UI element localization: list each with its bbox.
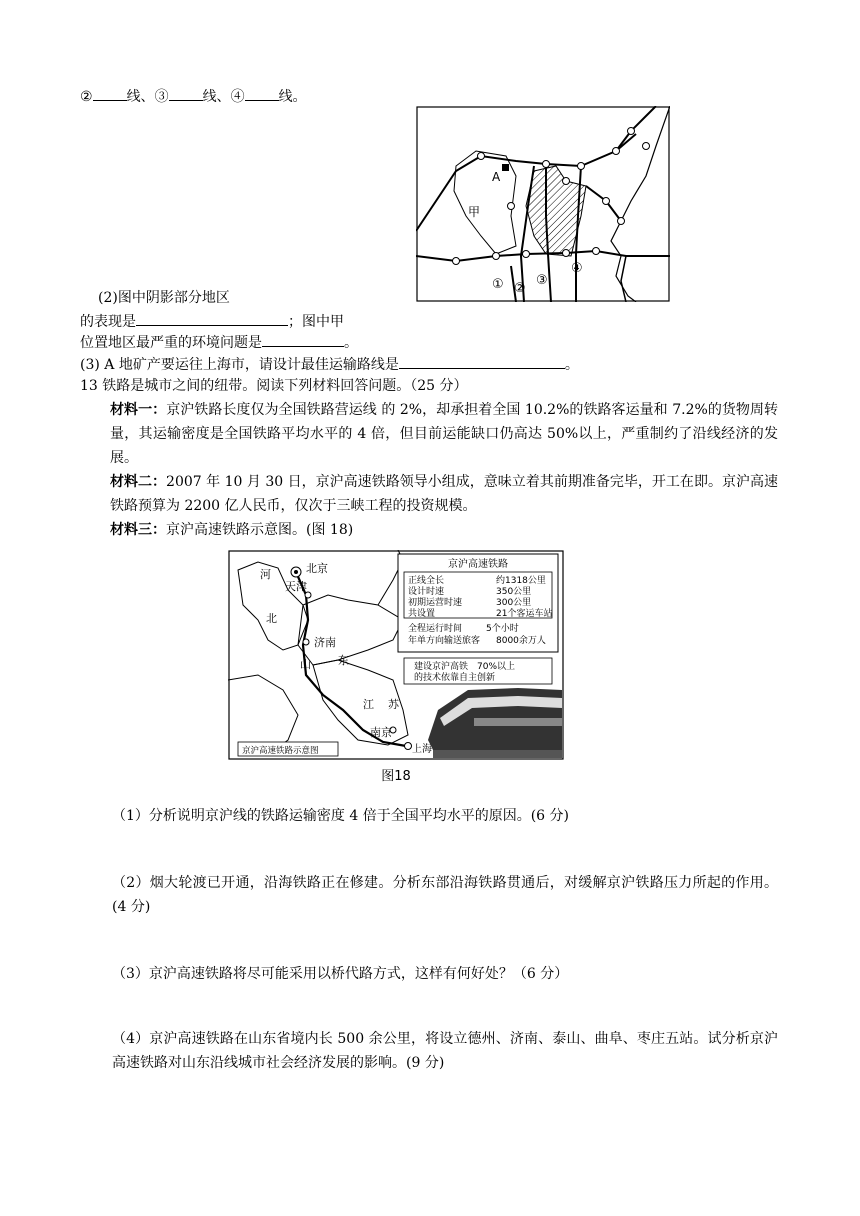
circle-2: ②: [80, 89, 93, 105]
blank: [262, 332, 344, 347]
material-2: 材料二：2007 年 10 月 30 日，京沪高速铁路领导小组成，意味立着其前期准备完毕，开工在即。京沪高速铁路预算为 2200 亿人民币，仅次于三峡工程的投资规模。: [110, 474, 778, 514]
svg-text:初期运营时速: 初期运营时速: [408, 598, 463, 608]
svg-text:8000余万人: 8000余万人: [496, 636, 546, 646]
svg-text:年单方向输送旅客: 年单方向输送旅客: [408, 636, 481, 646]
subquestion-1: （1）分析说明京沪线的铁路运输密度 4 倍于全国平均水平的原因。(6 分): [112, 808, 569, 824]
blank: [93, 86, 127, 101]
label-jia: 甲: [468, 205, 481, 219]
subquestion-3: （3）京沪高速铁路将尽可能采用以桥代路方式，这样有何好处？（6 分）: [112, 966, 569, 982]
city-tianjin: 天津: [285, 580, 307, 593]
q12-p2-line2: 的表现是 ；图中甲: [80, 311, 344, 332]
label-a: A: [492, 170, 501, 184]
city-nanjing: 南京: [370, 726, 392, 739]
label-4: ④: [571, 261, 583, 276]
blank: [169, 86, 203, 101]
province-he: 河: [260, 568, 271, 581]
q12-line1: ② 线、③ 线、④ 线。: [80, 86, 307, 107]
subquestion-2: （2）烟大轮渡已开通，沿海铁路正在修建。分析东部沿海铁路贯通后，对缓解京沪铁路压力所起的作用。(4 分): [112, 875, 778, 915]
svg-text:共设置: 共设置: [408, 609, 436, 619]
material-3: 材料三：京沪高速铁路示意图。(图 18): [110, 522, 354, 538]
q13-title: 13 铁路是城市之间的纽带。阅读下列材料回答问题。（25 分）: [80, 378, 468, 394]
svg-text:5个小时: 5个小时: [486, 624, 519, 634]
province-dong: 东: [338, 654, 349, 667]
province-su: 苏: [388, 698, 399, 711]
blank: [136, 311, 288, 326]
railway-map-figure: [416, 106, 670, 302]
circle-4: ④: [230, 89, 245, 105]
province-bei: 北: [266, 612, 277, 625]
label-1: ①: [492, 277, 504, 292]
q12-p2-line1: (2)图中阴影部分地区: [98, 290, 230, 306]
subquestion-4: （4）京沪高速铁路在山东省境内长 500 余公里，将设立德州、济南、泰山、曲阜、枣庄五站。试分析京沪高速铁路对山东沿线城市社会经济发展的影响。(9 分): [112, 1031, 778, 1071]
blank: [245, 86, 279, 101]
svg-text:全程运行时间: 全程运行时间: [408, 624, 463, 634]
svg-text:约1318公里: 约1318公里: [496, 576, 546, 586]
city-jinan: 济南: [314, 636, 336, 649]
svg-text:300公里: 300公里: [496, 598, 532, 608]
label-3: ③: [536, 273, 548, 288]
tech-note-1: 建设京沪高铁 70%以上: [414, 662, 516, 672]
beijing-shanghai-hsr-map: [228, 550, 564, 784]
city-beijing: 北京: [306, 562, 328, 575]
circle-3: ③: [154, 89, 169, 105]
tech-note-2: 的技术依靠自主创新: [414, 673, 496, 683]
svg-text:设计时速: 设计时速: [408, 587, 445, 597]
svg-text:正线全长: 正线全长: [408, 576, 445, 586]
svg-text:350公里: 350公里: [496, 587, 532, 597]
q12-p2-line3: 位置地区最严重的环境问题是 。: [80, 332, 358, 353]
material-1: 材料一：京沪铁路长度仅为全国铁路营运线 的 2%，却承担着全国 10.2%的铁路客运量和 7.2%的货物周转量，其运输密度是全国铁路平均水平的 4 倍，但目前运能缺口仍高达 50%以上，严重制约了沿线经济的发展。: [110, 402, 779, 466]
map-legend: 京沪高速铁路示意图: [242, 746, 319, 756]
q12-p3: (3) A 地矿产要运往上海市，请设计最佳运输路线是 。: [80, 354, 579, 375]
label-2: ②: [514, 281, 526, 296]
figure-caption: 图18: [381, 769, 411, 784]
city-shanghai: 上海: [412, 744, 432, 755]
info-box-title: 京沪高速铁路: [448, 559, 508, 570]
blank: [399, 354, 565, 369]
province-jiang: 江: [363, 698, 374, 711]
province-shan: 山: [300, 658, 311, 671]
svg-text:21个客运车站: 21个客运车站: [496, 609, 553, 619]
